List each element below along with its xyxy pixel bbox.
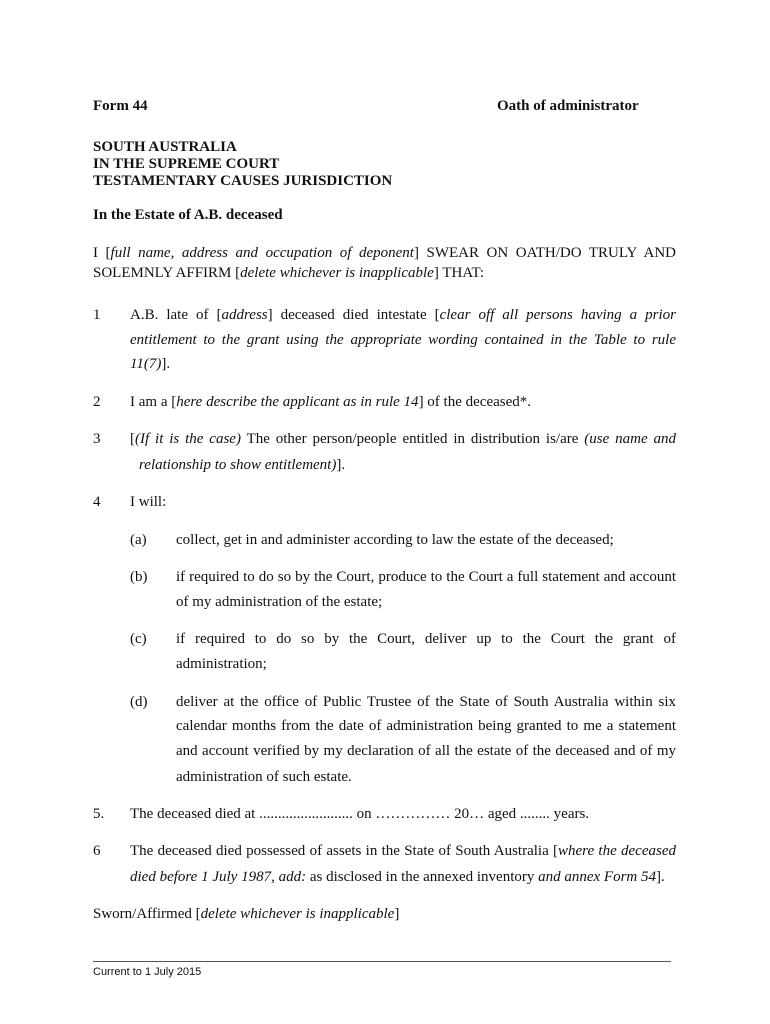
item-4c-label: (c) (130, 631, 147, 647)
item-6-number: 6 (93, 843, 101, 859)
item-3-line-1: [(If it is the case) The other person/people entitled in distribution is/are (use name and (130, 431, 676, 447)
item-4c-line-2: administration; (176, 656, 267, 672)
item-4c-line-1: if required to do so by the Court, deliver up to the Court the grant of (176, 631, 676, 647)
item-4a-label: (a) (130, 532, 147, 548)
intro-line-1: I [full name, address and occupation of deponent] SWEAR ON OATH/DO TRULY AND (93, 245, 677, 261)
item-4d-label: (d) (130, 694, 148, 710)
item-4b-label: (b) (130, 569, 148, 585)
sworn-line: Sworn/Affirmed [delete whichever is inapplicable] (93, 906, 400, 922)
item-4d-line-1: deliver at the office of Public Trustee of the State of South Australia within six (176, 694, 676, 710)
item-5-number: 5. (93, 806, 105, 822)
item-4d-line-3: and account verified by my declaration of all the estate of the deceased and of my (176, 743, 676, 759)
intro-line-2: SOLEMNLY AFFIRM [delete whichever is inapplicable] THAT: (93, 265, 485, 281)
item-6-line-1: The deceased died possessed of assets in the State of South Australia [where the deceased (130, 843, 676, 859)
item-1-line-3: 11(7)]. (130, 356, 171, 372)
item-4b-line-2: of my administration of the estate; (176, 594, 383, 610)
item-4a-line-1: collect, get in and administer according to law the estate of the deceased; (176, 532, 614, 548)
jurisdiction-line-2: IN THE SUPREME COURT (93, 156, 280, 172)
item-4b-line-1: if required to do so by the Court, produce to the Court a full statement and account (176, 569, 676, 585)
item-2-line-1: I am a [here describe the applicant as in rule 14] of the deceased*. (130, 394, 532, 410)
footer-text: Current to 1 July 2015 (93, 966, 202, 978)
item-6-line-2: died before 1 July 1987, add: as disclosed in the annexed inventory and annex Form 54]. (130, 869, 665, 885)
jurisdiction-line-3: TESTAMENTARY CAUSES JURISDICTION (93, 173, 393, 189)
item-1-line-2: entitlement to the grant using the appropriate wording contained in the Table to rule (130, 332, 676, 348)
footer-divider (93, 961, 671, 962)
item-3-line-2: relationship to show entitlement)]. (139, 457, 346, 473)
form-title: Oath of administrator (497, 98, 639, 114)
item-2-number: 2 (93, 394, 101, 410)
jurisdiction-line-1: SOUTH AUSTRALIA (93, 139, 237, 155)
item-4d-line-4: administration of such estate. (176, 769, 352, 785)
item-4-text: I will: (130, 494, 167, 510)
item-3-number: 3 (93, 431, 101, 447)
item-1-number: 1 (93, 307, 101, 323)
estate-heading: In the Estate of A.B. deceased (93, 207, 283, 223)
item-1-line-1: A.B. late of [address] deceased died intestate [clear off all persons having a prior (130, 307, 677, 323)
form-number: Form 44 (93, 98, 148, 114)
item-5-line-1: The deceased died at ......................... on …………… 20… aged ........ years. (130, 806, 590, 822)
item-4d-line-2: calendar months from the date of administration being granted to me a statement (176, 718, 676, 734)
item-4-number: 4 (93, 494, 101, 510)
